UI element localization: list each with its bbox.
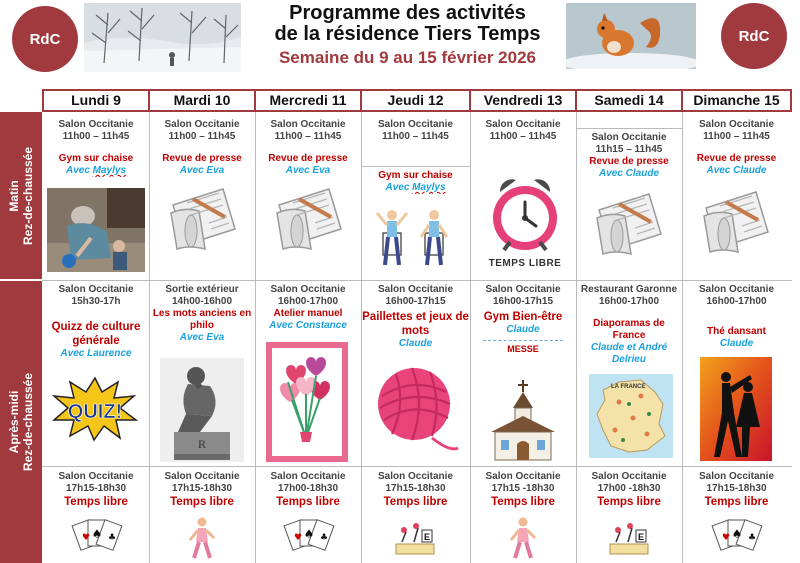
location: Sortie extérieur	[165, 284, 239, 295]
playing-cards-icon	[70, 516, 124, 560]
squirrel-photo	[566, 3, 696, 69]
afternoon-section-label	[0, 281, 42, 563]
location: Salon Occitanie	[270, 471, 346, 482]
grid-divider	[42, 280, 792, 281]
dancers-image	[700, 357, 772, 461]
activity: Temps libre	[276, 496, 340, 508]
activity: Revue de presse	[696, 153, 777, 164]
afternoon-thursday	[362, 284, 469, 350]
evening-monday	[44, 471, 148, 509]
host: Avec Claude	[598, 168, 660, 179]
mass-note: MESSE	[507, 344, 539, 354]
location: Salon Occitanie	[485, 119, 561, 130]
time: 11h00 – 11h45	[274, 131, 342, 142]
host: Avec Eva	[179, 165, 225, 176]
yarn-ball-icon	[372, 356, 460, 456]
host: Avec Maylys	[65, 165, 127, 176]
location: Salon Occitanie	[270, 119, 346, 130]
activity: Quizz de culture générale	[51, 321, 141, 347]
host: Avec Maylys	[385, 182, 446, 193]
activity: Gym sur chaise	[58, 153, 134, 164]
afternoon-tuesday	[150, 284, 254, 344]
activity: Temps libre	[170, 496, 234, 508]
host: Avec Claude	[706, 165, 767, 176]
rdc-logo-text: RdC	[29, 30, 61, 48]
activity: Revue de presse	[162, 153, 242, 164]
title-line-2: de la résidence Tiers Temps	[274, 23, 541, 45]
host: Claude	[398, 338, 433, 349]
activity: Temps libre	[597, 496, 661, 508]
winter-photo	[84, 3, 241, 72]
time: 11h00 – 11h45	[382, 131, 449, 142]
activity: Temps libre	[64, 496, 128, 508]
afternoon-wednesday	[256, 284, 360, 332]
svg-text:♠: ♠	[303, 527, 315, 541]
host: Claude et André Delrieu	[590, 342, 668, 365]
svg-text:QUIZ!: QUIZ!	[67, 401, 123, 423]
host: Claude	[506, 324, 540, 335]
grid-divider	[577, 128, 682, 129]
week-subtitle: Semaine du 9 au 15 février 2026	[278, 48, 537, 67]
morning-monday	[44, 119, 148, 177]
newspaper-icon	[165, 183, 241, 253]
morning-sunday	[683, 119, 790, 177]
time: 17h00 -18h30	[597, 483, 661, 494]
location: Salon Occitanie	[591, 471, 667, 482]
svg-text:♥: ♥	[294, 533, 303, 543]
location: Salon Occitanie	[698, 119, 775, 130]
day-header-wednesday: Mercredi 11	[256, 91, 360, 110]
location: Salon Occitanie	[485, 284, 561, 295]
rdc-logo	[721, 3, 787, 69]
evening-saturday	[577, 471, 681, 509]
walking-person-icon	[186, 516, 218, 560]
location: Salon Occitanie	[377, 119, 454, 130]
time: 11h00 – 11h45	[489, 131, 557, 142]
time: 17h15-18h30	[171, 483, 233, 494]
time: 16h00-17h00	[277, 296, 339, 307]
svg-text:♣: ♣	[748, 533, 757, 543]
morning-section-label	[0, 112, 42, 279]
title-line-1: Programme des activités	[289, 2, 526, 24]
svg-text:♥: ♥	[722, 533, 731, 543]
afternoon-friday	[471, 284, 575, 354]
time: 17h15 -18h30	[491, 483, 555, 494]
rdc-logo	[12, 6, 78, 72]
newspaper-icon	[271, 183, 347, 253]
host: Claude	[719, 338, 754, 349]
location: Salon Occitanie	[485, 471, 561, 482]
board-game-icon	[606, 520, 652, 558]
evening-friday	[471, 471, 575, 509]
location: Salon Occitanie	[58, 119, 134, 130]
morning-label-line-1: Matin	[7, 180, 21, 212]
activity: Les mots anciens en philo	[152, 308, 252, 331]
location: Salon Occitanie	[58, 284, 134, 295]
time: 11h00 – 11h45	[62, 131, 130, 142]
morning-friday	[471, 119, 575, 143]
time: 11h00 – 11h45	[168, 131, 236, 142]
thinker-statue-image	[160, 358, 244, 462]
day-header-tuesday: Mardi 10	[150, 91, 254, 110]
time: 15h30-17h	[71, 296, 121, 307]
svg-text:LA FRANCE: LA FRANCE	[611, 384, 646, 390]
host: Avec Eva	[285, 165, 331, 176]
host: Avec Constance	[269, 320, 347, 331]
activity: Temps libre	[491, 496, 555, 508]
board-game-icon	[392, 520, 438, 558]
day-header-sunday: Dimanche 15	[683, 91, 790, 110]
page-title	[255, 3, 560, 45]
free-time-image-text: TEMPS LIBRE	[488, 258, 562, 269]
time: 17h00-18h30	[277, 483, 339, 494]
rdc-logo-text: RdC	[738, 27, 770, 45]
morning-thursday	[362, 170, 469, 194]
time: 17h15-18h30	[65, 483, 127, 494]
afternoon-sunday	[683, 284, 790, 350]
svg-text:E: E	[637, 532, 645, 542]
quiz-icon	[50, 376, 140, 442]
heart-bouquet-image	[266, 342, 348, 462]
svg-text:♣: ♣	[108, 533, 117, 543]
activity: Temps libre	[383, 496, 448, 508]
activity: Temps libre	[704, 496, 769, 508]
alarm-clock-icon	[484, 172, 566, 256]
time: 16h00-17h15	[492, 296, 554, 307]
afternoon-monday	[44, 284, 148, 360]
evening-sunday	[683, 471, 790, 509]
france-map-image	[589, 374, 673, 458]
walking-person-icon	[507, 516, 539, 560]
location: Salon Occitanie	[58, 471, 134, 482]
time: 16h00-17h15	[385, 296, 446, 307]
afternoon-label-line-1: Après-midi	[7, 390, 21, 454]
grid-divider	[362, 166, 470, 167]
activity: Revue de presse	[589, 156, 669, 167]
location: Salon Occitanie	[698, 284, 775, 295]
day-header-friday: Vendredi 13	[471, 91, 575, 110]
time: 16h00-17h00	[706, 296, 767, 307]
time: 16h00-17h00	[598, 296, 660, 307]
time: 17h15-18h30	[385, 483, 446, 494]
location: Salon Occitanie	[164, 471, 240, 482]
morning-thursday-time	[362, 119, 469, 143]
svg-text:♠: ♠	[731, 527, 743, 541]
dashed-divider	[483, 340, 563, 341]
svg-text:♣: ♣	[320, 533, 329, 543]
evening-wednesday	[256, 471, 360, 509]
morning-wednesday	[256, 119, 360, 177]
morning-label-line-2: Rez-de-chaussée	[21, 146, 35, 246]
host: Avec Laurence	[60, 348, 132, 359]
activity: Diaporamas de France	[593, 318, 665, 341]
location: Salon Occitanie	[591, 132, 667, 143]
activity: Thé dansant	[707, 326, 766, 337]
location: Salon Occitanie	[377, 471, 454, 482]
activity: Paillettes et jeux de mots	[362, 311, 469, 337]
svg-text:♠: ♠	[91, 527, 103, 541]
evening-thursday	[362, 471, 469, 509]
time: 17h15-18h30	[706, 483, 767, 494]
time: 14h00-16h00	[171, 296, 233, 307]
activity: Atelier manuel	[273, 308, 343, 319]
chair-exercise-icon	[375, 203, 455, 271]
activity: Revue de presse	[268, 153, 348, 164]
newspaper-icon	[591, 188, 667, 258]
morning-saturday	[577, 132, 681, 180]
day-header-saturday: Samedi 14	[577, 91, 681, 110]
host: Avec Eva	[179, 332, 225, 343]
grid-divider	[42, 466, 792, 467]
playing-cards-icon	[282, 516, 336, 560]
gym-photo	[47, 188, 145, 272]
location: Salon Occitanie	[270, 284, 346, 295]
newspaper-icon	[698, 186, 774, 256]
location: Salon Occitanie	[698, 471, 775, 482]
morning-tuesday	[150, 119, 254, 177]
playing-cards-icon	[710, 516, 764, 560]
svg-text:E: E	[423, 532, 431, 542]
svg-text:♥: ♥	[82, 533, 91, 543]
time: 11h00 – 11h45	[703, 131, 770, 142]
location: Salon Occitanie	[164, 119, 240, 130]
church-icon	[487, 378, 559, 462]
location: Restaurant Garonne	[580, 284, 678, 295]
time: 11h15 – 11h45	[595, 144, 663, 155]
activity: Gym sur chaise	[378, 170, 453, 181]
location: Salon Occitanie	[377, 284, 454, 295]
day-header-monday: Lundi 9	[44, 91, 148, 110]
activity: Gym Bien-être	[483, 311, 563, 323]
evening-tuesday	[150, 471, 254, 509]
day-header-thursday: Jeudi 12	[362, 91, 469, 110]
afternoon-saturday	[577, 284, 681, 366]
afternoon-label-line-2: Rez-de-chaussée	[21, 372, 35, 472]
svg-text:R: R	[197, 437, 207, 451]
